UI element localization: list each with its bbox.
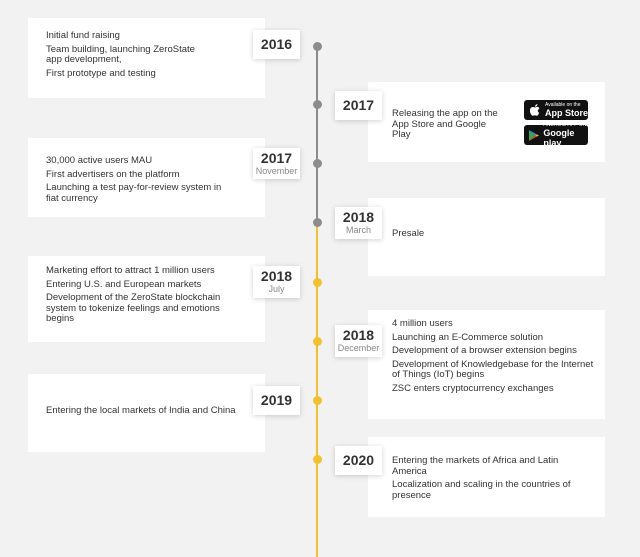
google-play-button[interactable]	[524, 122, 588, 148]
milestone-item: Entering the markets of Africa and Latin America	[392, 455, 559, 477]
milestone-card-2017-november	[28, 138, 265, 217]
month-label: July	[268, 284, 285, 294]
timeline-dot-2019	[313, 396, 322, 405]
timeline-line-future	[316, 224, 318, 557]
year-badge-2019	[253, 386, 300, 415]
milestone-item: First advertisers on the platform	[46, 168, 180, 180]
milestone-card-2019	[28, 374, 265, 452]
month-label: November	[255, 165, 298, 176]
google-play-small-text: ANDROID APP ON	[543, 122, 587, 128]
milestone-item: Launching a test pay-for-review system in fiat currency	[46, 182, 222, 204]
year-badge-2018-december	[335, 325, 382, 357]
year-label: 2018	[260, 268, 293, 284]
year-badge-2017-november	[253, 148, 300, 179]
timeline-dot-2020	[313, 455, 322, 464]
year-label: 2018	[342, 327, 375, 343]
milestone-item: First prototype and testing	[46, 67, 156, 79]
google-play-big-text: Google play	[543, 128, 575, 148]
year-label: 2017	[342, 97, 375, 113]
timeline-dot-2018-march	[313, 218, 322, 227]
milestone-item: 4 million users	[392, 318, 453, 329]
milestone-item: Localization and scaling in the countries of presence	[392, 479, 571, 501]
year-label: 2019	[260, 392, 293, 408]
milestone-item: Development of the ZeroState blockchain system to tokenize feelings and emotions begins	[46, 292, 221, 324]
milestone-card-2018-december	[368, 310, 605, 419]
milestone-item: Team building, launching ZeroState app development,	[46, 43, 195, 65]
year-badge-2016	[253, 30, 300, 59]
milestone-card-2018-july	[28, 256, 265, 342]
timeline-dot-2018-december	[313, 337, 322, 346]
timeline-dot-2017-november	[313, 159, 322, 168]
timeline-dot-2017	[313, 100, 322, 109]
milestone-item: ZSC enters cryptocurrency exchanges	[392, 382, 554, 394]
milestone-item: Releasing the app on the App Store and Google Play	[392, 108, 498, 140]
year-badge-2018-july	[253, 266, 300, 298]
year-badge-2020	[335, 446, 382, 475]
year-label: 2018	[342, 209, 375, 225]
milestone-card-2020	[368, 437, 605, 517]
year-label: 2017	[260, 149, 293, 166]
year-label: 2020	[342, 452, 375, 468]
milestone-item: Development of Knowledgebase for the Internet of Things (IoT) begins	[392, 358, 594, 380]
milestone-item: Launching an E-Commerce solution	[392, 331, 544, 343]
milestone-item: Presale	[392, 228, 425, 239]
milestone-item: Marketing effort to attract 1 million users	[46, 265, 215, 276]
app-store-small-text: Available on the	[545, 102, 581, 108]
year-label: 2016	[260, 36, 293, 52]
google-play-icon	[529, 129, 539, 141]
month-label: March	[345, 225, 371, 235]
month-label: December	[337, 343, 380, 353]
timeline-line-past	[316, 46, 318, 224]
year-badge-2017	[335, 91, 382, 120]
milestone-item: Initial fund raising	[46, 30, 120, 41]
milestone-card-2018-march	[368, 198, 605, 276]
app-store-big-text: App Store	[545, 108, 589, 118]
apple-icon	[529, 104, 541, 116]
milestone-item: Entering the local markets of India and China	[46, 405, 236, 416]
milestone-item: Development of a browser extension begins	[392, 345, 577, 356]
milestone-card-2016	[28, 18, 265, 98]
year-badge-2018-march	[335, 207, 382, 239]
app-store-button[interactable]	[524, 100, 588, 120]
milestone-item: 30,000 active users MAU	[46, 155, 153, 166]
timeline-dot-2016	[313, 42, 322, 51]
milestone-item: Entering U.S. and European markets	[46, 278, 202, 290]
timeline-dot-2018-july	[313, 278, 322, 287]
